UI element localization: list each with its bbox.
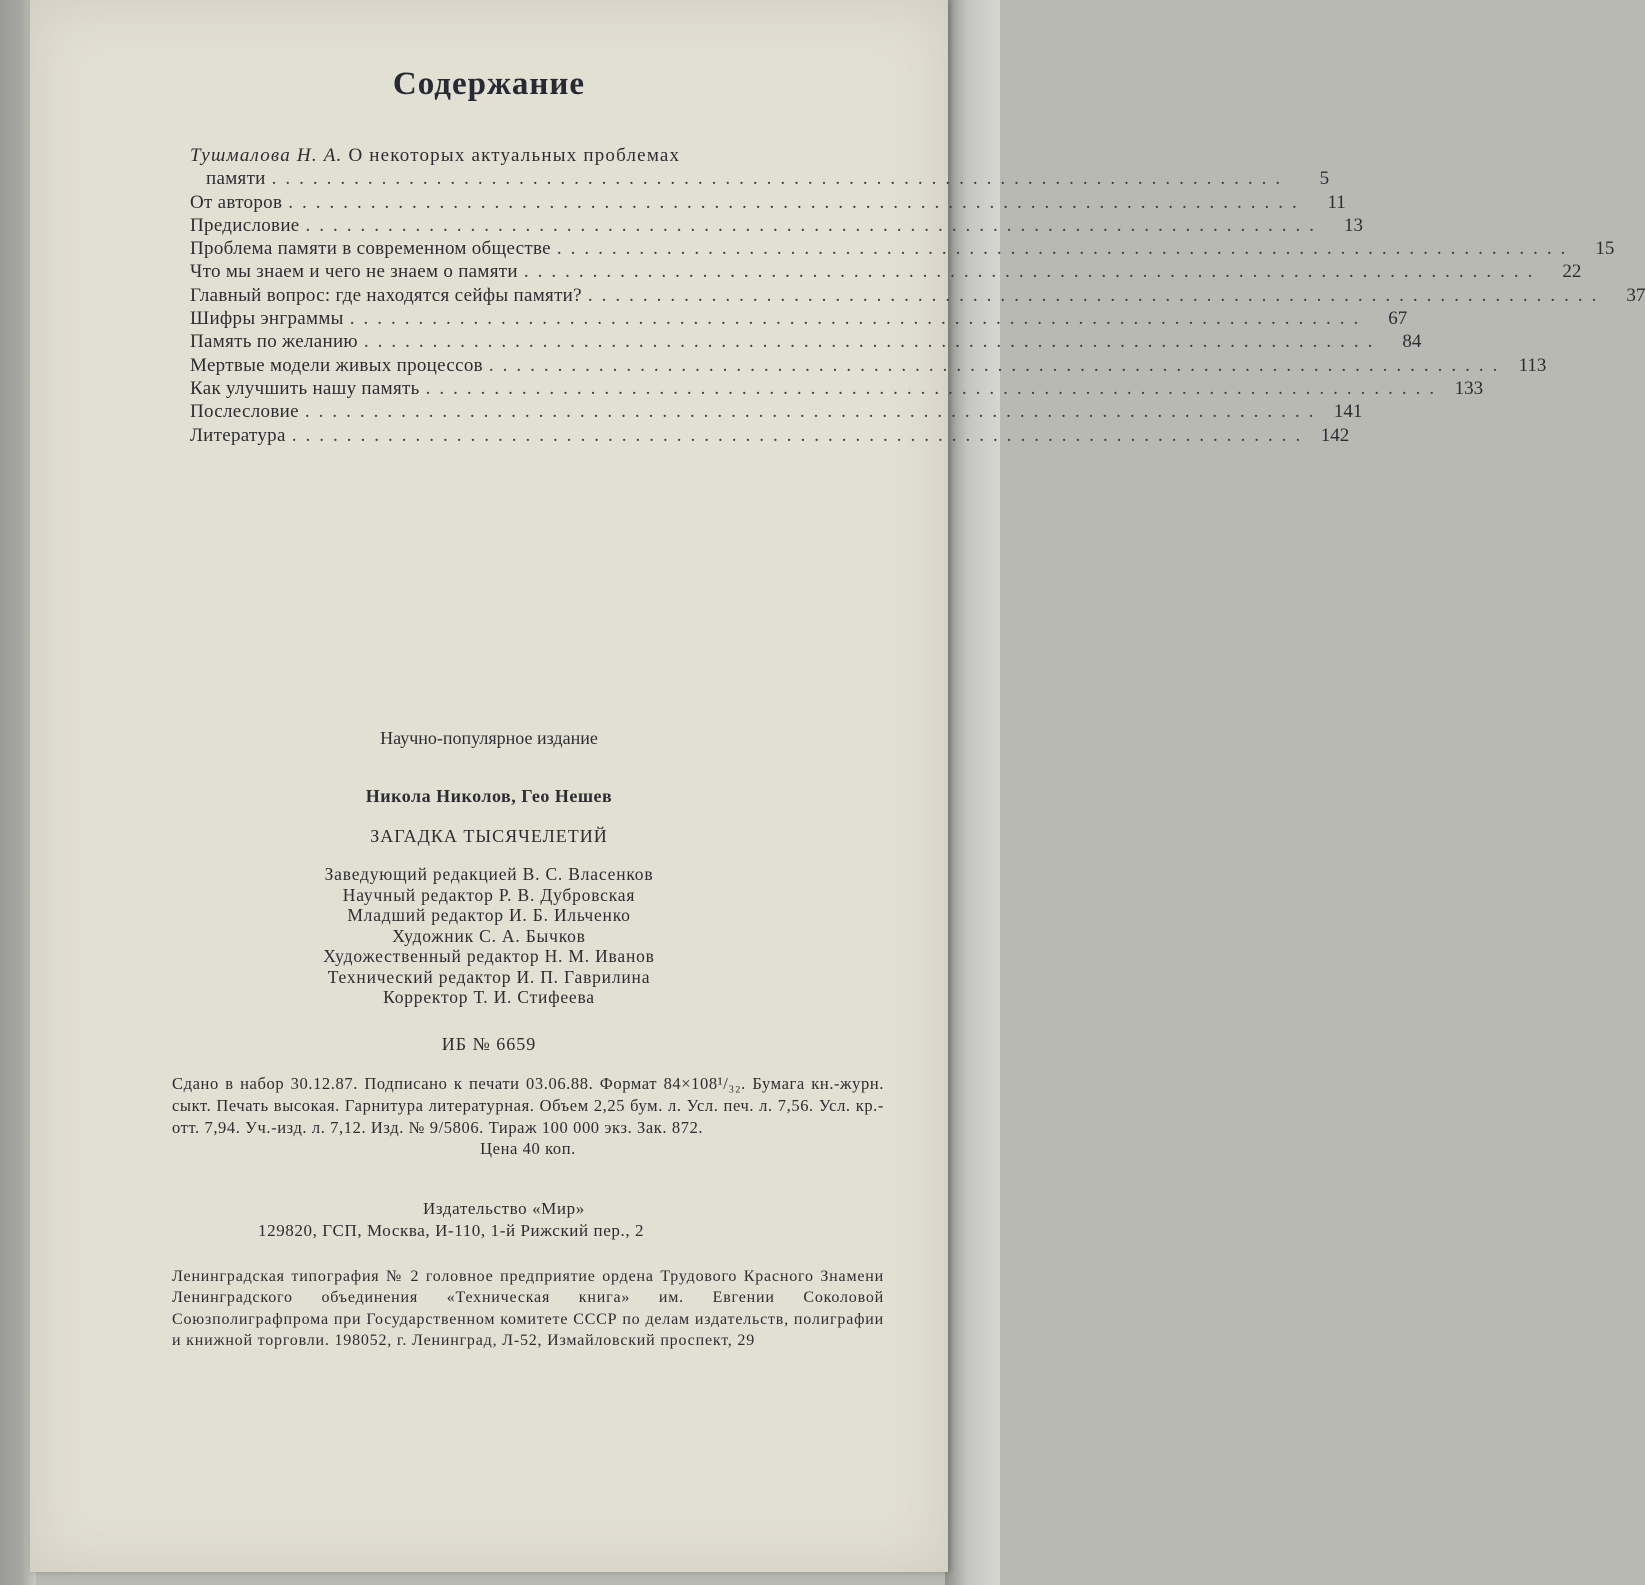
contents-title: Содержание [392,66,586,102]
toc-entry-label: Шифры энграммы [190,308,344,330]
publisher-name: Издательство «Мир» [423,1199,585,1218]
toc-entry-label: Как улучшить нашу память [190,377,420,399]
print-specs: Сдано в набор 30.12.87. Подписано к печати 03.06.88. Формат 84×108¹/₃₂. Бумага кн.-журн. сыкт. Печать высокая. Гарнитура литературная. Объем 2,25 бум. л. Усл. печ. л. 7,56. Усл. кр.-отт. 7,94. Уч.-изд. л. 7,12. Изд. № 9/5806. Тираж 100 000 экз. Зак. 872. [172,1074,884,1137]
price: Цена 40 коп. [480,1139,576,1159]
toc-entry [190,330,1422,353]
toc-entry [190,354,1547,377]
toc-entry [190,284,1645,307]
toc-entry-label: Проблема памяти в современном обществе [190,238,551,260]
toc-entry-page: 67 [1388,308,1408,330]
publisher-address: 129820, ГСП, Москва, И-110, 1-й Рижский пер., 2 [258,1221,645,1240]
staff-line: Художник С. А. Бычков [392,925,586,946]
staff-line: Художественный редактор Н. М. Иванов [323,946,655,966]
leader-dots: .......................................................................... [304,401,1323,423]
toc-entry [190,191,1346,214]
leader-dots: .......................................................................... [288,191,1306,213]
toc-entry [190,144,1330,191]
toc-entry [190,237,1615,260]
series-label: Научно-популярное издание [380,728,598,748]
staff-line: Научный редактор Р. В. Дубровская [342,884,636,905]
toc-entry-label: Что мы знаем и чего не знаем о памяти [190,261,518,283]
book-title: ЗАГАДКА ТЫСЯЧЕЛЕТИЙ [370,826,608,846]
leader-dots: .......................................................................... [556,238,1575,260]
toc-entry-page: 13 [1344,214,1364,236]
toc-entry-page: 84 [1402,331,1422,353]
staff-line: Корректор Т. И. Стифеева [383,987,595,1007]
leader-dots: .......................................................................... [523,261,1542,283]
toc-entry-label: О некоторых актуальных проблемах [348,145,681,166]
toc-entry-page: 133 [1454,377,1484,399]
toc-entry-label: Мертвые модели живых процессов [190,354,483,376]
leader-dots: .......................................................................... [305,214,1324,236]
table-of-contents [190,144,1645,447]
leader-dots: .......................................................................... [363,331,1382,353]
print-data [172,1073,884,1160]
ib-number: ИБ № 6659 [441,1034,537,1054]
toc-entry [190,377,1484,400]
editorial-staff [30,864,948,1008]
toc-entry-label: Литература [190,424,286,446]
staff-line: Заведующий редакцией В. С. Власенков [324,864,654,884]
leader-dots: .......................................................................... [488,354,1507,376]
toc-entry-page: 142 [1320,424,1350,446]
toc-entry-page: 37 [1626,284,1645,306]
toc-entry [190,400,1363,423]
toc-entry-page: 141 [1333,401,1363,423]
toc-entry [190,307,1408,330]
toc-entry-label: Память по желанию [190,331,358,353]
toc-entry-label: Предисловие [190,214,300,236]
publisher [258,1198,818,1242]
staff-line: Младший редактор И. Б. Ильченко [347,905,631,925]
printer-info: Ленинградская типография № 2 головное предприятие ордена Трудового Красного Знамени Ленинградского объединения «Техническая книга» им. Евгении Соколовой Союзполиграфпрома при Государственном комитете СССР по делам издательств, полиграфии и книжной торговли. 198052, г. Ленинград, Л-52, Измайловский проспект, 29 [172,1268,884,1350]
toc-entry [190,260,1582,283]
toc-entry-label: памяти [206,168,266,190]
toc-entry-author: Тушмалова Н. А. [190,145,343,166]
leader-dots: .......................................................................... [349,308,1368,330]
leader-dots: .......................................................................... [425,377,1444,399]
toc-entry [190,424,1350,447]
toc-entry-label: От авторов [190,191,283,213]
book-authors: Никола Николов, Гео Нешев [365,786,613,806]
toc-entry [190,214,1364,237]
toc-entry-page: 22 [1562,261,1582,283]
toc-entry-page: 113 [1518,354,1547,376]
toc-entry-page: 15 [1595,238,1615,260]
toc-entry-label: Главный вопрос: где находятся сейфы памяти? [190,284,582,306]
toc-entry-page: 11 [1327,191,1346,213]
toc-entry-page: 5 [1319,168,1330,190]
leader-dots: .......................................................................... [291,424,1310,446]
leader-dots: .......................................................................... [271,168,1290,190]
leader-dots: .......................................................................... [587,284,1606,306]
staff-line: Технический редактор И. П. Гаврилина [327,966,651,987]
toc-entry-label: Послесловие [190,401,299,423]
